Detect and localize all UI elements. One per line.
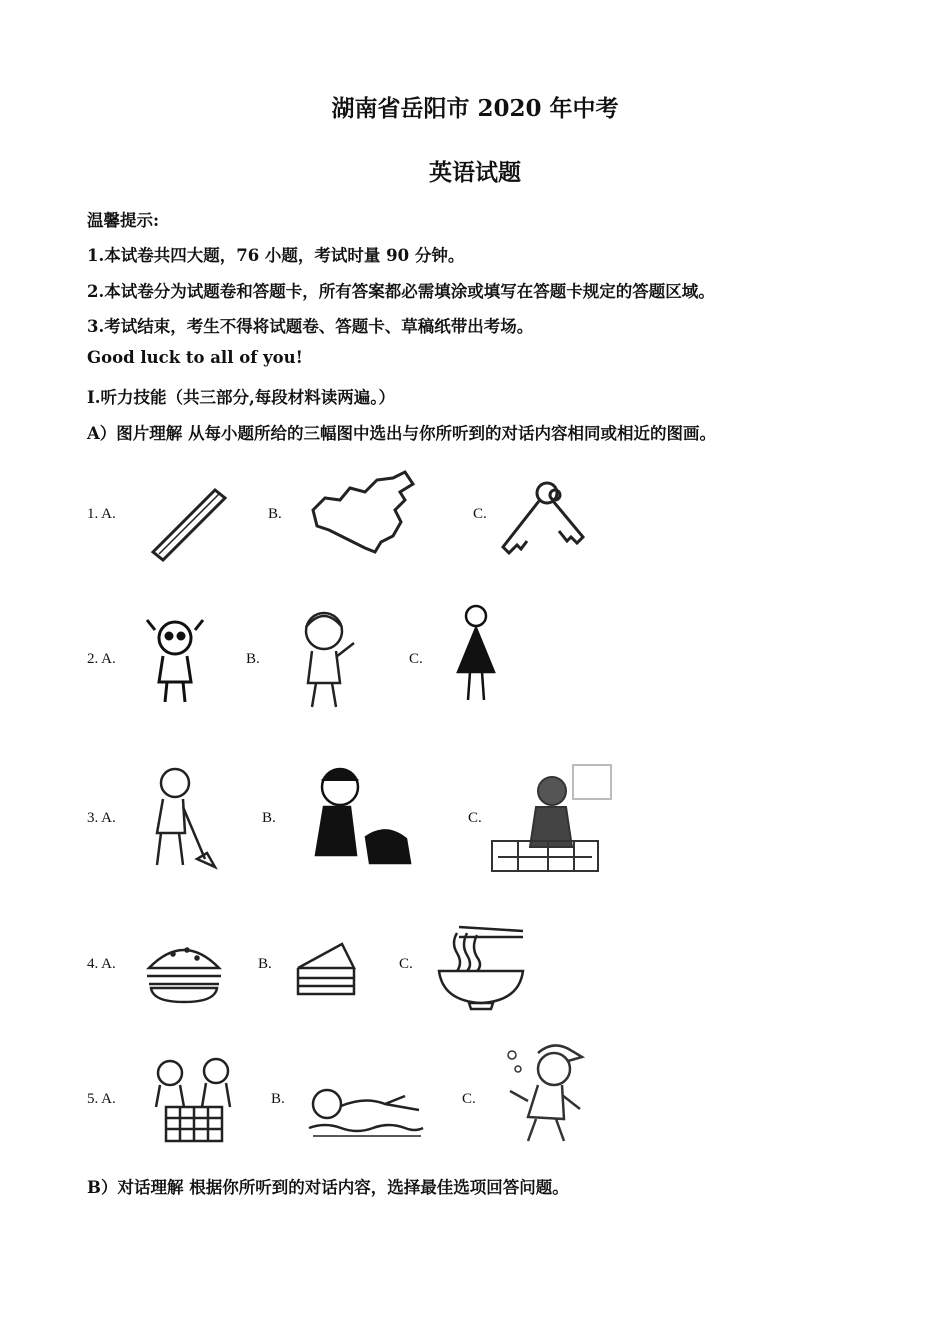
good-luck-text: Good luck to all of you! (87, 348, 303, 367)
question-1 (0, 470, 950, 570)
ruler-icon (145, 480, 235, 565)
section-1-heading: I.听力技能（共三部分,每段材料读两遍。） (87, 388, 395, 407)
keys-icon (495, 475, 590, 560)
note-3: 3.考试结束，考生不得将试题卷、答题卡、草稿纸带出考场。 (87, 317, 534, 336)
two-kids-chess-icon (150, 1055, 238, 1145)
note-2: 2.本试卷分为试题卷和答题卡，所有答案都必需填涂或填写在答题卡规定的答题区域。 (87, 282, 715, 301)
boy-playing-icon (498, 1035, 590, 1147)
q1-option-b: B. (268, 506, 282, 522)
woman-cooking-icon (488, 763, 613, 878)
part-a-instruction: A）图片理解 从每小题所给的三幅图中选出与你所听到的对话内容相同或相近的图画。 (87, 424, 717, 443)
boy-sweeping-icon (145, 763, 220, 873)
q3-option-c: C. (468, 810, 482, 826)
q5-label: 5. A. (87, 1091, 116, 1107)
china-map-icon (305, 470, 420, 560)
q5-option-c: C. (462, 1091, 476, 1107)
part-b-instruction: B）对话理解 根据你所听到的对话内容，选择最佳选项回答问题。 (87, 1178, 569, 1197)
page-title: 湖南省岳阳市 2020 年中考 (331, 95, 619, 122)
question-2 (0, 600, 950, 715)
q1-label: 1. A. (87, 506, 116, 522)
q4-label: 4. A. (87, 956, 116, 972)
q2-option-b: B. (246, 651, 260, 667)
swimmer-icon (305, 1080, 427, 1142)
question-3 (0, 758, 950, 878)
q5-option-b: B. (271, 1091, 285, 1107)
q2-label: 2. A. (87, 651, 116, 667)
question-5 (0, 1035, 950, 1150)
girl-with-dog-icon (300, 763, 418, 873)
child-with-bows-icon (145, 610, 205, 710)
q2-option-c: C. (409, 651, 423, 667)
girl-in-dress-icon (448, 600, 503, 708)
q3-option-b: B. (262, 810, 276, 826)
q4-option-b: B. (258, 956, 272, 972)
q3-label: 3. A. (87, 810, 116, 826)
notes-heading: 温馨提示: (87, 211, 160, 230)
hamburger-icon (143, 938, 225, 1006)
q4-option-c: C. (399, 956, 413, 972)
q1-option-c: C. (473, 506, 487, 522)
note-1: 1.本试卷共四大题，76 小题，考试时量 90 分钟。 (87, 246, 465, 265)
noodles-bowl-icon (435, 923, 527, 1013)
page-subtitle: 英语试题 (429, 159, 521, 186)
sandwich-icon (292, 938, 360, 1006)
question-4 (0, 918, 950, 1018)
girl-waving-icon (290, 605, 360, 713)
